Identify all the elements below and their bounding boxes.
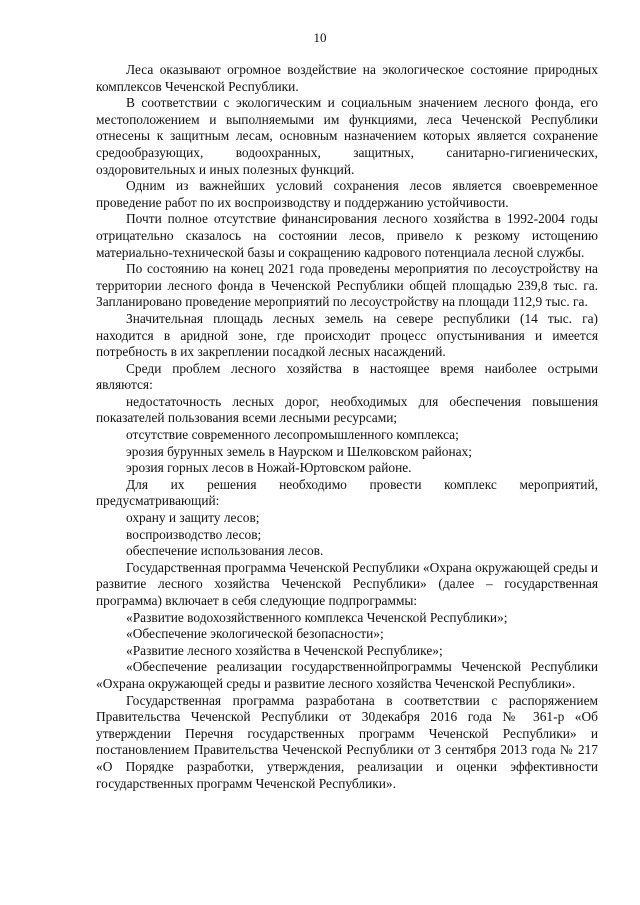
paragraph: Для их решения необходимо провести комплекс мероприятий, предусматривающий: xyxy=(96,476,598,509)
paragraph: Почти полное отсутствие финансирования лесного хозяйства в 1992-2004 годы отрицательно сказалось на состоянии лесов, привело к резкому истощению материально-технической базы и сокращению кадрового потенциала лесной службы. xyxy=(96,211,598,260)
page-number: 10 xyxy=(313,30,327,45)
paragraph: Одним из важнейших условий сохранения лесов является своевременное проведение работ по их воспроизводству и поддержанию устойчивости. xyxy=(96,178,598,210)
list-item: «Развитие водохозяйственного комплекса Чеченской Республики»; xyxy=(126,609,508,625)
paragraph: Государственная программа разработана в соответствии с распоряжением Правительства Чеченской Республики от 30декабря 2016 года № 361-р «Об утверждении Перечня государственных программ Чеченской Республики» и постановлением Правительства Чеченской Республики от 3 сентября 2013 года № 217 «О Порядке разработки, утверждения, реализации и оценки эффективности государственных программ Чеченской Республики». xyxy=(96,692,598,791)
list-item: «Обеспечение экологической безопасности»; xyxy=(126,626,384,642)
list-item: эрозия бурунных земель в Наурском и Шелковском районах; xyxy=(126,443,472,459)
list-item: отсутствие современного лесопромышленного комплекса; xyxy=(126,427,459,443)
paragraph: По состоянию на конец 2021 года проведены мероприятия по лесоустройству на территории лесного фонда в Чеченской Республики общей площадью 239,8 тыс. га. Запланировано проведение мероприятий по лесоустройству на площади 112,9 тыс. га. xyxy=(96,261,598,310)
list-item: обеспечение использования лесов. xyxy=(126,543,324,559)
list-item: «Обеспечение реализации государственнойпрограммы Чеченской Республики «Охрана окружающей среды и развитие лесного хозяйства Чеченской Республики». xyxy=(96,659,598,691)
list-item: эрозия горных лесов в Ножай-Юртовском районе. xyxy=(126,460,412,476)
paragraph: Значительная площадь лесных земель на севере республики (14 тыс. га) находится в аридной зоне, где происходит процесс опустынивания и имеется потребность в их закреплении посадкой лесных насаждений. xyxy=(96,310,598,360)
list-item: воспроизводство лесов; xyxy=(126,526,262,542)
list-item: охрану и защиту лесов; xyxy=(126,510,260,526)
paragraph: Государственная программа Чеченской Республики «Охрана окружающей среды и развитие лесного хозяйства Чеченской Республики» (далее – государственная программа) включает в себя следующие подпрограммы: xyxy=(96,559,599,608)
document-body xyxy=(96,62,598,792)
paragraph: Среди проблем лесного хозяйства в настоящее время наиболее острыми являются: xyxy=(96,360,598,393)
list-item: «Развитие лесного хозяйства в Чеченской Республике»; xyxy=(126,642,443,658)
list-item: недостаточность лесных дорог, необходимых для обеспечения повышения показателей пользования всеми лесными ресурсами; xyxy=(96,393,598,426)
paragraph: В соответствии с экологическим и социальным значением лесного фонда, его местоположением и выполняемыми им функциями, леса Чеченской Республики отнесены к защитным лесам, основным назначением которых является сохранение средообразующих, водоохранных, защитных, санитарно-гигиенических, оздоровительных и иных полезных функций. xyxy=(96,95,598,177)
paragraph: Леса оказывают огромное воздействие на экологическое состояние природных комплексов Чеченской Республики. xyxy=(96,62,598,94)
